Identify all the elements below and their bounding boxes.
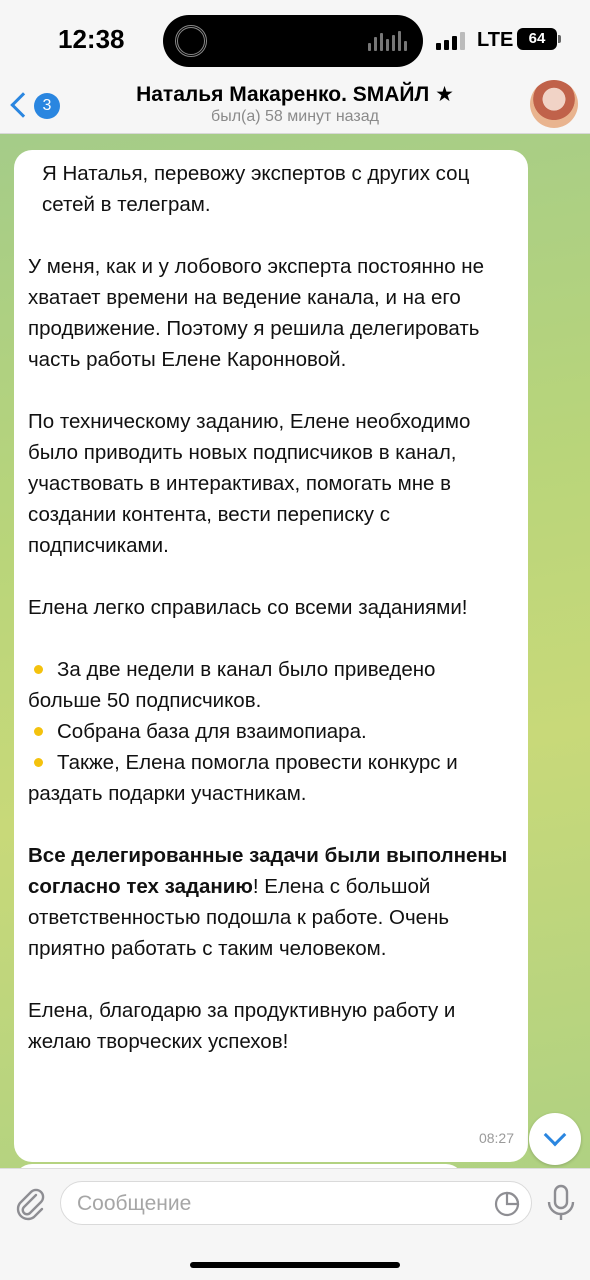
message-paragraph: Я Наталья, перевожу экспертов с других соц сетей в телеграм. (42, 162, 470, 216)
home-indicator[interactable] (190, 1262, 400, 1268)
chat-header (0, 78, 590, 134)
message-input[interactable] (77, 1190, 477, 1218)
dynamic-island (163, 15, 423, 67)
message-paragraph: По техническому заданию, Елене необходимо было приводить новых подписчиков в канал, участвовать в интерактивах, помогать мне в создании контента, вести переписку с подписчиками. (28, 410, 471, 557)
scroll-down-button[interactable] (529, 1113, 581, 1165)
avatar[interactable] (530, 80, 578, 128)
media-icon (175, 25, 207, 57)
list-item (28, 747, 514, 809)
last-seen-status: был(а) 58 минут назад (211, 108, 379, 125)
list-item-text: Собрана база для взаимопиара. (57, 720, 367, 743)
chevron-down-icon (544, 1124, 567, 1147)
list-item (28, 654, 514, 716)
battery-level: 64 (517, 28, 557, 50)
message-paragraph: У меня, как и у лобового эксперта постоянно не хватает времени на ведение канала, и на его продвижение. Поэтому я решила делегировать часть работы Елене Каронновой. (28, 255, 485, 371)
sticker-button[interactable] (493, 1190, 521, 1218)
status-time: 12:38 (58, 24, 125, 54)
battery-tip (558, 35, 561, 43)
mic-button[interactable] (544, 1183, 578, 1223)
chat-title[interactable]: Наталья Макаренко. SMАЙЛ ★ (136, 83, 454, 106)
message-paragraph: Елена, благодарю за продуктивную работу и желаю творческих успехов! (28, 999, 456, 1053)
message-paragraph: Елена легко справилась со всеми заданиями! (28, 596, 468, 619)
bold-text: Все делегированные задачи были выполнены согласно тех заданию (28, 844, 508, 898)
message-text: ! Елена с большой ответственностью подошла к работе. Очень приятно работать с таким человеком. (28, 875, 450, 960)
list-item-text: За две недели в канал было приведено больше 50 подписчиков. (28, 658, 436, 712)
message-time: 08:27 (478, 1130, 514, 1146)
sticker-icon (493, 1190, 521, 1218)
message-bubble[interactable] (14, 150, 528, 1162)
message-input-field[interactable] (60, 1181, 532, 1225)
bullet-dot-icon (34, 727, 43, 736)
list-item (28, 716, 514, 747)
bullet-dot-icon (34, 665, 43, 674)
bullet-dot-icon (34, 758, 43, 767)
status-bar (0, 0, 590, 78)
signal-icon (436, 32, 465, 50)
unread-badge: 3 (34, 93, 60, 119)
network-type: LTE (477, 29, 514, 51)
bullet-list (28, 654, 514, 809)
attach-icon (12, 1185, 48, 1221)
message-paragraph (28, 840, 514, 964)
mic-icon (544, 1183, 578, 1223)
list-item-text: Также, Елена помогла провести конкурс и раздать подарки участникам. (28, 751, 458, 805)
attach-button[interactable] (12, 1185, 48, 1221)
audio-bars-icon (368, 31, 407, 51)
